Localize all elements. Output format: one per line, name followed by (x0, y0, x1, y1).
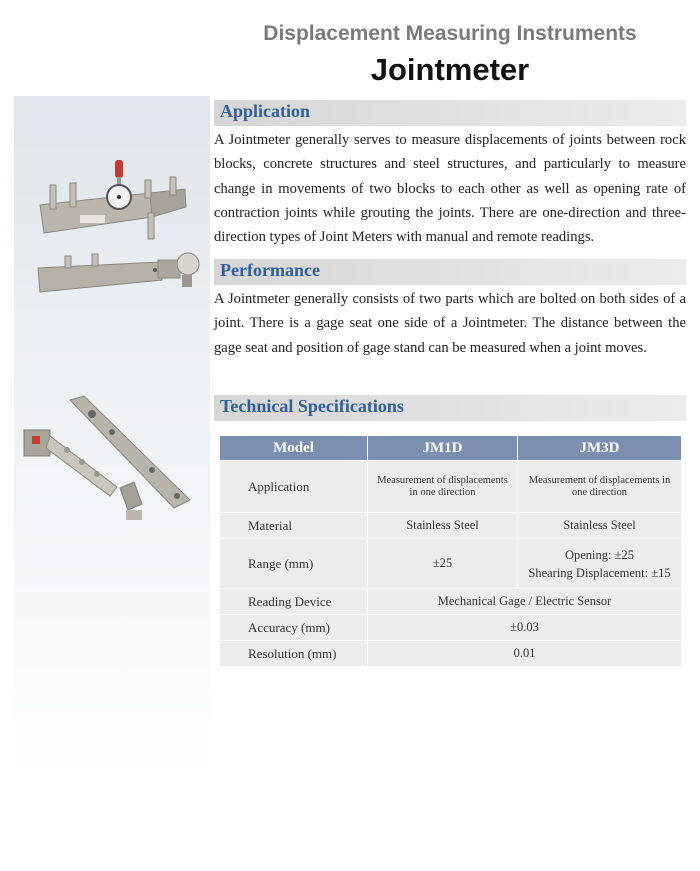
performance-heading-bar (214, 259, 686, 285)
row-label-application: Application (220, 461, 368, 513)
specs-heading-bar (214, 395, 686, 421)
table-row (220, 461, 682, 513)
row-label-accuracy: Accuracy (mm) (220, 615, 368, 641)
header-subtitle: Displacement Measuring Instruments (263, 22, 637, 45)
range-jm3d-opening: Opening: ±25 (564, 547, 634, 562)
table-header-row (220, 436, 682, 461)
row-label-resolution: Resolution (mm) (220, 641, 368, 667)
cell-material-jm1d: Stainless Steel (368, 513, 518, 539)
table-header-model: Model (220, 436, 368, 461)
spec-table (219, 435, 682, 667)
performance-heading: Performance (220, 260, 320, 280)
table-row (220, 539, 682, 589)
cell-accuracy-value: ±0.03 (368, 615, 682, 641)
jointmeter-dial-photo (30, 155, 200, 250)
application-heading-bar (214, 100, 686, 126)
table-row (220, 641, 682, 667)
application-heading: Application (220, 101, 311, 121)
row-label-reading: Reading Device (220, 589, 368, 615)
cell-application-jm1d: Measurement of displacements in one direction (368, 461, 518, 513)
cell-reading-value: Mechanical Gage / Electric Sensor (368, 589, 682, 615)
row-label-material: Material (220, 513, 368, 539)
cell-range-jm3d (518, 539, 682, 589)
cell-material-jm3d: Stainless Steel (518, 513, 682, 539)
cell-range-jm1d: ±25 (368, 539, 518, 589)
table-header-jm3d: JM3D (518, 436, 682, 461)
table-row (220, 513, 682, 539)
row-label-range: Range (mm) (220, 539, 368, 589)
page-title: Jointmeter (370, 52, 530, 87)
cell-application-jm3d: Measurement of displacements in one direction (518, 461, 682, 513)
jointmeter-parts-photo (22, 392, 202, 532)
table-header-jm1d: JM1D (368, 436, 518, 461)
performance-text: A Jointmeter generally consists of two parts which are bolted on both sides of a joint. There is a gage seat one side of a Jointmeter. The distance between the gage seat and position of gage stand can be measured when a joint moves. (214, 291, 686, 356)
jointmeter-bar-photo (30, 248, 200, 303)
table-row (220, 615, 682, 641)
table-row (220, 589, 682, 615)
specs-heading: Technical Specifications (220, 396, 404, 416)
range-jm3d-shearing: Shearing Displacement: ±15 (528, 565, 671, 580)
application-text: A Jointmeter generally serves to measure displacements of joints between rock blocks, concrete structures and steel structures, and particularly to measure change in movements of two blocks to each other as well as opening rate of contraction joints while grouting the joints. There are one-direction and three-direction types of Joint Meters with manual and remote readings. (214, 132, 686, 246)
cell-resolution-value: 0.01 (368, 641, 682, 667)
